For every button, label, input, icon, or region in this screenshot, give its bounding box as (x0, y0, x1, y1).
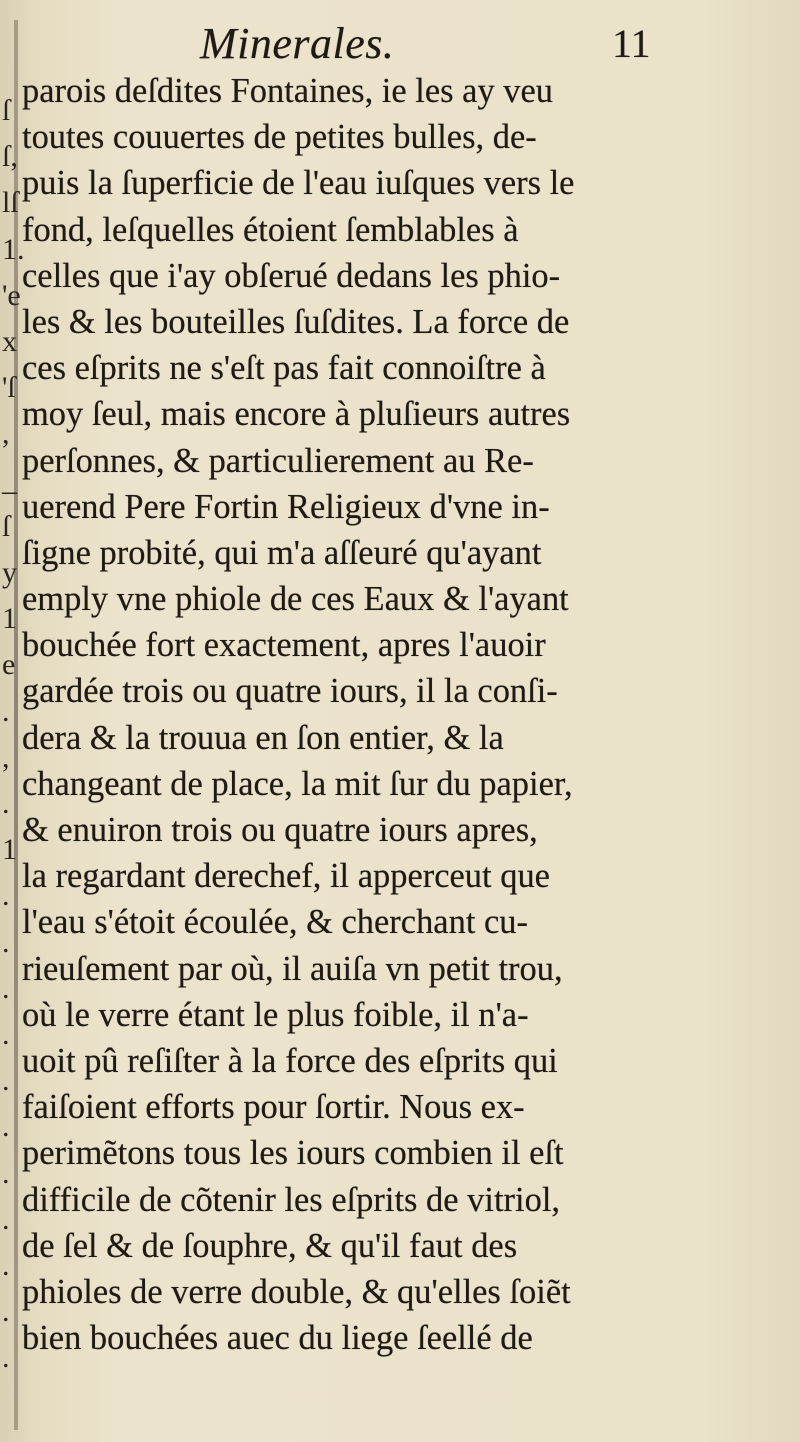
body-text (22, 68, 662, 1361)
margin-fragment: . (2, 1110, 10, 1144)
text-line: où le verre étant le plus foible, il n'a- (22, 994, 529, 1034)
margin-fragment: . (2, 1295, 10, 1329)
text-line: parois deſdites Fontaines, ie les ay veu (22, 71, 554, 110)
margin-fragment: . (2, 1341, 10, 1375)
page-header (0, 14, 800, 74)
text-line: l'eau s'étoit écoulée, & cherchant cu- (22, 902, 528, 942)
text-line: faiſoient efforts pour ſortir. Nous ex- (22, 1087, 525, 1127)
running-title: Minerales. (200, 19, 395, 68)
margin-fragment: x (2, 325, 17, 358)
text-line: gardée trois ou quatre iours, il la conſi- (22, 671, 558, 711)
margin-fragment: , (2, 740, 10, 774)
margin-fragment: . (2, 1018, 10, 1051)
text-line: phioles de verre double, & qu'elles ſoiẽt (22, 1271, 571, 1311)
margin-fragment: . (2, 787, 10, 820)
margin-fragment: 'e (2, 278, 21, 312)
margin-fragment: . (2, 1156, 10, 1190)
text-line: emply vne phiole de ces Eaux & l'ayant (22, 579, 569, 619)
text-line: moy ſeul, mais encore à pluſieurs autres (22, 394, 571, 434)
text-line: de ſel & de ſouphre, & qu'il faut des (22, 1225, 518, 1265)
margin-fragment: 1 (2, 833, 17, 867)
text-line: bien bouchées auec du liege ſeellé de (22, 1318, 533, 1358)
page-number: 11 (612, 21, 651, 66)
text-line: difficile de cõtenir les eſprits de vitriol, (22, 1179, 561, 1219)
margin-fragment: . (2, 694, 10, 728)
text-line: dera & la trouua en ſon entier, & la (22, 717, 504, 757)
margin-fragment: . (2, 879, 10, 913)
text-line: perimẽtons tous les iours combien il eſt (22, 1133, 564, 1173)
margin-fragment: . (2, 925, 10, 959)
previous-page-margin (0, 88, 25, 1378)
margin-fragment: , (2, 417, 10, 451)
margin-fragment: ſ (2, 509, 11, 543)
margin-fragment: ſ, (2, 140, 18, 174)
margin-fragment: 'ſ (2, 371, 16, 405)
text-line: ſigne probité, qui m'a aſſeuré qu'ayant (22, 532, 542, 572)
text-line: changeant de place, la mit ſur du papier, (22, 763, 573, 803)
text-line: puis la ſuperficie de l'eau iuſques vers le (22, 163, 575, 203)
margin-fragment: _ (2, 463, 17, 497)
margin-fragment: 1 (2, 602, 17, 636)
margin-fragment: . (2, 1064, 10, 1098)
text-line: celles que i'ay obſerué dedans les phio- (22, 255, 561, 295)
text-line: & enuiron trois ou quatre iours apres, (22, 810, 538, 849)
text-line: fond, leſquelles étoient ſemblables à (22, 209, 519, 249)
text-line: toutes couuertes de petites bulles, de- (22, 117, 537, 157)
margin-fragment: lſ (2, 186, 19, 220)
text-line: rieuſement par où, il auiſa vn petit trou, (22, 948, 563, 988)
text-line: les & les bouteilles ſuſdites. La force de (22, 301, 570, 341)
margin-fragment: e (2, 648, 16, 682)
margin-fragment: . (2, 1249, 10, 1282)
text-line: la regardant derechef, il apperceut que (22, 856, 550, 896)
text-line: bouchée fort exactement, apres l'auoir (22, 625, 546, 665)
margin-fragment: y (2, 556, 17, 589)
margin-fragment: . (2, 971, 10, 1005)
text-line: uoit pû reſiſter à la force des eſprits qui (22, 1040, 558, 1080)
text-line: ces eſprits ne s'eſt pas fait connoiſtre à (22, 348, 546, 388)
margin-fragment: ſ (2, 94, 11, 127)
margin-fragment: 1. (2, 232, 25, 266)
text-line: perſonnes, & particulierement au Re- (22, 440, 534, 480)
margin-fragment: . (2, 1202, 10, 1236)
text-line: uerend Pere Fortin Religieux d'vne in- (22, 486, 550, 526)
